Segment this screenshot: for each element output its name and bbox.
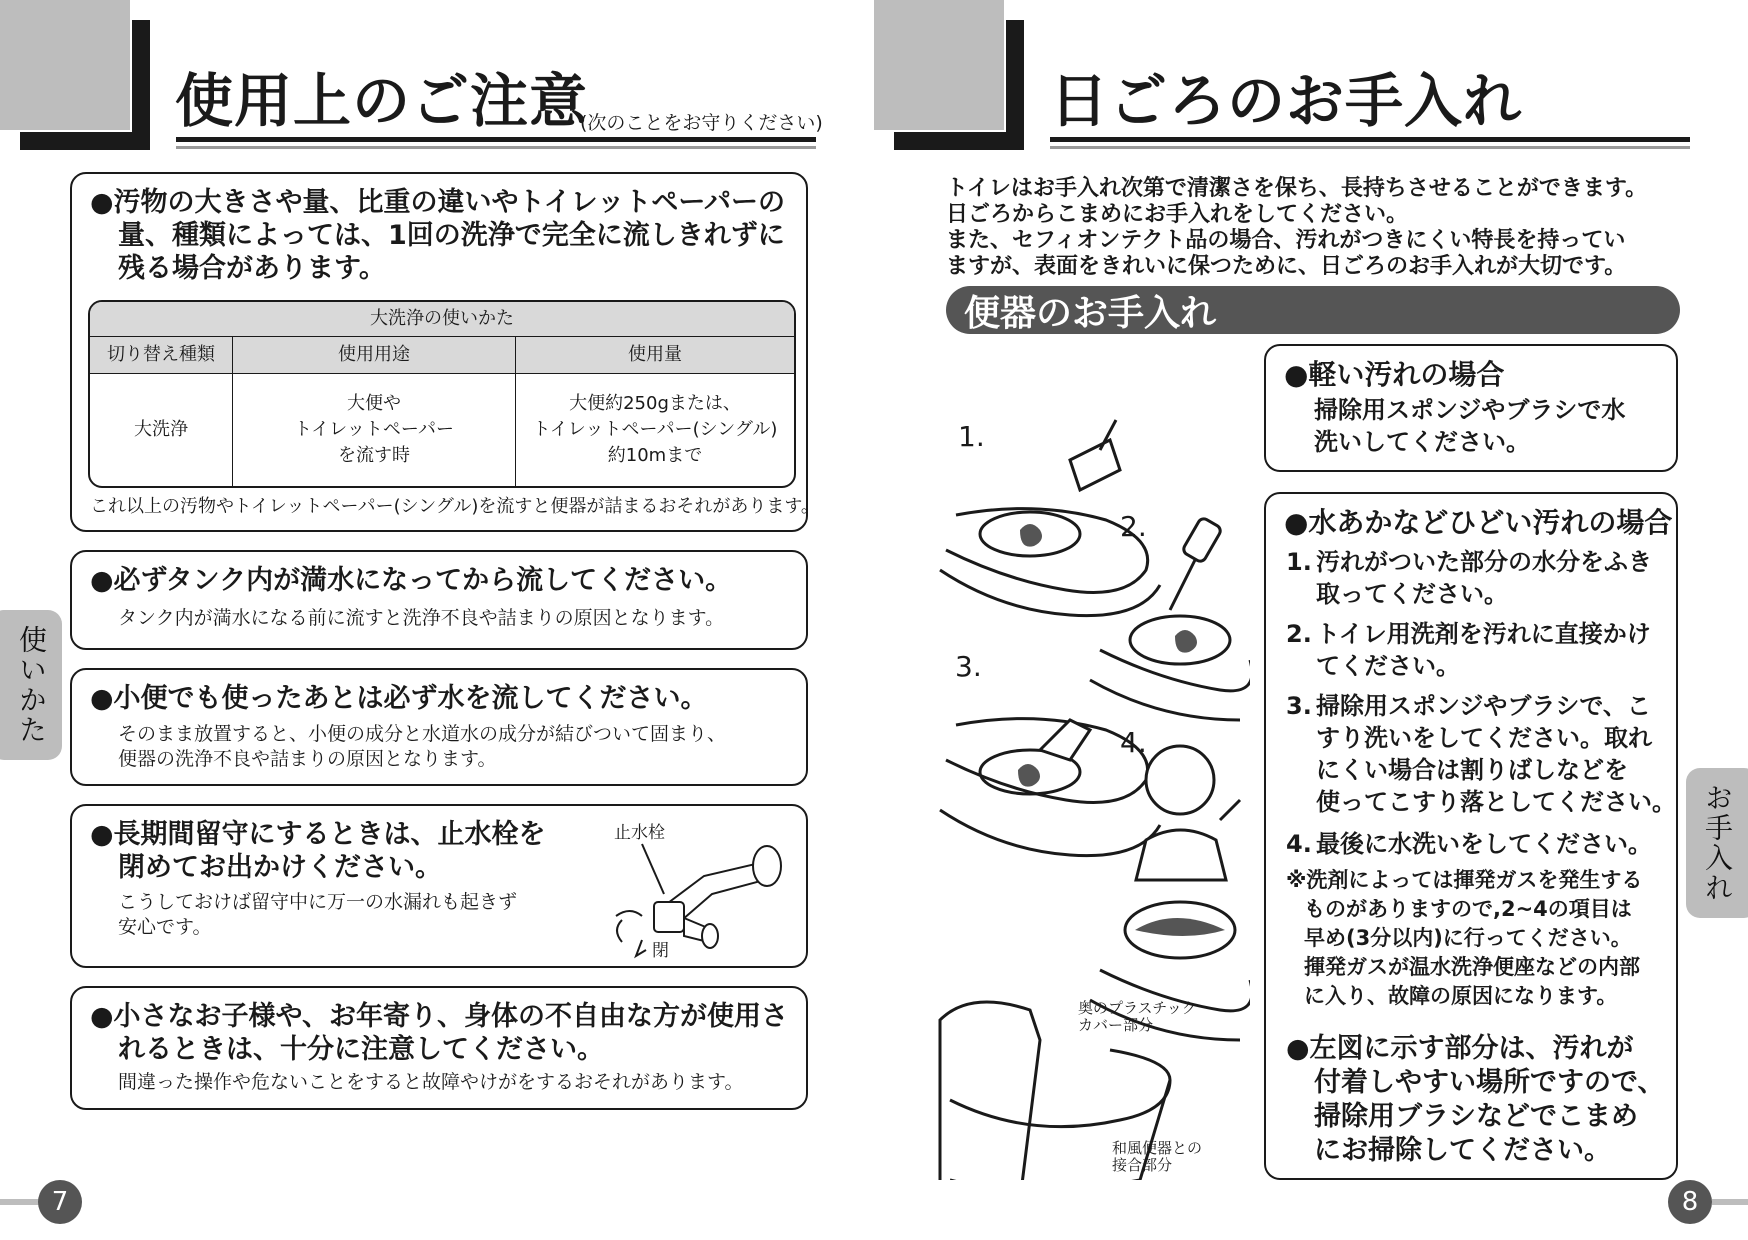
- cell-line: トイレットペーパー(シングル): [532, 419, 778, 440]
- right-corner-black-bar-v: [1006, 20, 1024, 150]
- step-text: [1316, 690, 1676, 818]
- left-corner-gray-block: [0, 0, 130, 130]
- step-line: 取ってください。: [1316, 580, 1508, 608]
- notice-box-overflow: [70, 172, 819, 532]
- page-title-left: 使用上のご注意: [175, 67, 589, 135]
- caution-line: ものがありますので,2~4の項目は: [1304, 897, 1632, 921]
- toilet-cleaning-illustration: [930, 400, 1250, 1180]
- page-title-right: 日ごろのお手入れ: [1050, 67, 1523, 135]
- table-header: 使用用途: [233, 337, 516, 374]
- step-line: すり洗いをしてください。取れ: [1316, 724, 1652, 752]
- heading-line: 残る場合があります。: [118, 253, 386, 284]
- table-header: 使用量: [516, 337, 795, 374]
- step-text: [1316, 618, 1651, 682]
- step-line: 掃除用スポンジやブラシで、こ: [1316, 692, 1651, 720]
- page-subtitle-left: (次のことをお守りください): [580, 112, 823, 134]
- illustration-step: 3.: [955, 650, 982, 683]
- side-tab-usage: 使いかた: [0, 610, 62, 760]
- caution-line: 揮発ガスが温水洗浄便座などの内部: [1304, 955, 1640, 979]
- note-line: 安心です。: [118, 916, 212, 938]
- person-face: [1146, 746, 1214, 814]
- step-line: 使ってこすり落としてください。: [1316, 788, 1676, 816]
- table-caption: 大洗浄の使いかた: [90, 302, 794, 337]
- title-rule2-left: [176, 146, 816, 149]
- bowl-2: [1100, 650, 1250, 691]
- step-line: にくい場合は割りばしなどを: [1316, 756, 1628, 784]
- heading-line: れるときは、十分に注意してください。: [118, 1034, 604, 1065]
- notice-note: 間違った操作や危ないことをすると故障やけがをするおそれがあります。: [118, 1071, 744, 1093]
- caution-note: [1286, 866, 1642, 1011]
- bowl-3: [946, 719, 1148, 803]
- notice-box-absence: [70, 804, 808, 968]
- heavy-dirt-heading: ●水あかなどひどい汚れの場合: [1284, 506, 1673, 539]
- valve-label: 止水栓: [614, 823, 665, 843]
- step-line: てください。: [1316, 652, 1460, 680]
- notice-box-tank: [70, 550, 808, 650]
- close-label: 閉: [652, 941, 669, 961]
- page-number-line-left: [0, 1199, 40, 1205]
- table-header: 切り替え種類: [90, 337, 233, 374]
- step-number: 4.: [1286, 830, 1312, 858]
- left-corner-black-bar-v: [132, 20, 150, 150]
- note-line: こうしておけば留守中に万一の水漏れも起きず: [118, 891, 518, 913]
- heading-line: ●小さなお子様や、お年寄り、身体の不自由な方が使用さ: [90, 1001, 789, 1032]
- light-dirt-heading: ●軽い汚れの場合: [1284, 358, 1505, 391]
- stop-valve-icon: [602, 836, 802, 964]
- tip-line: 掃除用ブラシなどでこまめ: [1314, 1101, 1638, 1132]
- step-number: 1.: [1286, 548, 1312, 576]
- light-dirt-box: [1264, 344, 1678, 472]
- body-line: 掃除用スポンジやブラシで水: [1314, 396, 1626, 424]
- caution-line: ※洗剤によっては揮発ガスを発生する: [1286, 868, 1643, 892]
- notice-heading: ●小便でも使ったあとは必ず水を流してください。: [90, 683, 708, 714]
- title-rule-right: [1050, 137, 1690, 142]
- tip-line: にお掃除してください。: [1314, 1135, 1611, 1166]
- tip-line: 付着しやすい場所ですので、: [1314, 1067, 1665, 1098]
- notice-note: [118, 890, 517, 940]
- cleaning-step-2: [1286, 618, 1676, 682]
- body-line: 洗いしてください。: [1314, 428, 1530, 456]
- wash-table-wrap: [88, 300, 796, 488]
- table-cell-type: 大洗浄: [90, 374, 233, 487]
- page-number-right: 8: [1668, 1180, 1712, 1224]
- page-number-line-right: [1712, 1199, 1748, 1205]
- notice-box-children: [70, 986, 808, 1110]
- notice-note: タンク内が満水になる前に流すと洗浄不良や詰まりの原因となります。: [118, 607, 725, 629]
- cell-line: トイレットペーパー: [293, 419, 455, 440]
- label-plastic-cover: [1078, 1000, 1197, 1034]
- note-line: 便器の洗浄不良や詰まりの原因となります。: [118, 748, 497, 770]
- tip-text: [1286, 1032, 1664, 1168]
- step-row: [1286, 618, 1676, 682]
- light-dirt-body: [1314, 394, 1625, 458]
- title-rule-left: [176, 137, 816, 142]
- step-row: [1286, 546, 1676, 610]
- label-line: 奥のプラスチック: [1078, 999, 1197, 1017]
- table-cell-usage: [233, 374, 516, 487]
- step-text: [1316, 546, 1652, 610]
- right-corner-gray-block: [874, 0, 1004, 130]
- notice-heading: [90, 818, 546, 884]
- title-rule2-right: [1050, 146, 1690, 149]
- heading-line: 閉めてお出かけください。: [118, 852, 442, 883]
- label-joint-part: [1112, 1140, 1202, 1174]
- cleaning-step-4: [1286, 828, 1676, 860]
- heading-line: ●長期間留守にするときは、止水栓を: [90, 819, 546, 850]
- intro-line: ますが、表面をきれいに保つために、日ごろのお手入れが大切です。: [946, 254, 1627, 279]
- cleaning-step-3: [1286, 690, 1676, 818]
- illustration-step: 1.: [958, 420, 985, 453]
- notice-heading: [90, 1000, 788, 1066]
- step-line: トイレ用洗剤を汚れに直接かけ: [1316, 620, 1651, 648]
- caution-line: に入り、故障の原因になります。: [1304, 984, 1618, 1008]
- notice-heading: ●必ずタンク内が満水になってから流してください。: [90, 565, 733, 596]
- toilet-overview: [940, 1002, 1040, 1180]
- cell-line: 大便約250gまたは、: [569, 393, 741, 414]
- intro-line: 日ごろからこまめにお手入れをしてください。: [946, 202, 1409, 227]
- intro-line: また、セフィオンテクト品の場合、汚れがつきにくい特長を持ってい: [946, 228, 1626, 253]
- illustration-step: 2.: [1120, 510, 1147, 543]
- table-footnote: これ以上の汚物やトイレットペーパー(シングル)を流すと便器が詰まるおそれがあります。: [90, 496, 819, 517]
- left-corner-black-bar-h: [20, 132, 150, 150]
- caution-line: 早め(3分以内)に行ってください。: [1304, 926, 1632, 950]
- table-cell-amount: [516, 374, 795, 487]
- intro-line: トイレはお手入れ次第で清潔さを保ち、長持ちさせることができます。: [946, 176, 1648, 201]
- heavy-dirt-box: [1264, 492, 1678, 1180]
- step-number: 3.: [1286, 692, 1312, 720]
- right-corner-black-bar-h: [894, 132, 1024, 150]
- notice-box-urine: [70, 668, 808, 786]
- illustration-step: 4.: [1120, 726, 1147, 759]
- side-tab-care: お手入れ: [1686, 768, 1748, 918]
- heading-line: ●汚物の大きさや量、比重の違いやトイレットペーパーの: [90, 187, 786, 218]
- step-line: 汚れがついた部分の水分をふき: [1316, 548, 1652, 576]
- bowl-1: [946, 509, 1148, 593]
- wash-table: [90, 302, 794, 486]
- section-title-bowl: 便器のお手入れ: [946, 286, 1680, 334]
- heading-line: 量、種類によっては、1回の洗浄で完全に流しきれずに: [118, 220, 785, 251]
- notice-note: [118, 722, 726, 772]
- notice-heading: [90, 186, 790, 285]
- cell-line: 約10mまで: [607, 445, 703, 466]
- tip-line: ●左図に示す部分は、汚れが: [1286, 1033, 1634, 1064]
- step-line: 最後に水洗いをしてください。: [1316, 830, 1652, 858]
- step-number: 2.: [1286, 620, 1312, 648]
- page-number-left: 7: [38, 1180, 82, 1224]
- intro-text: [946, 176, 1706, 280]
- step-row: [1286, 828, 1676, 860]
- cell-line: 大便や: [347, 393, 401, 414]
- cleaning-step-1: [1286, 546, 1676, 610]
- note-line: そのまま放置すると、小便の成分と水道水の成分が結びついて固まり、: [118, 723, 727, 745]
- cell-line: を流す時: [338, 445, 410, 466]
- label-line: 和風便器との: [1112, 1139, 1203, 1157]
- label-line: カバー部分: [1078, 1016, 1154, 1034]
- step-row: [1286, 690, 1676, 818]
- label-line: 接合部分: [1112, 1156, 1173, 1174]
